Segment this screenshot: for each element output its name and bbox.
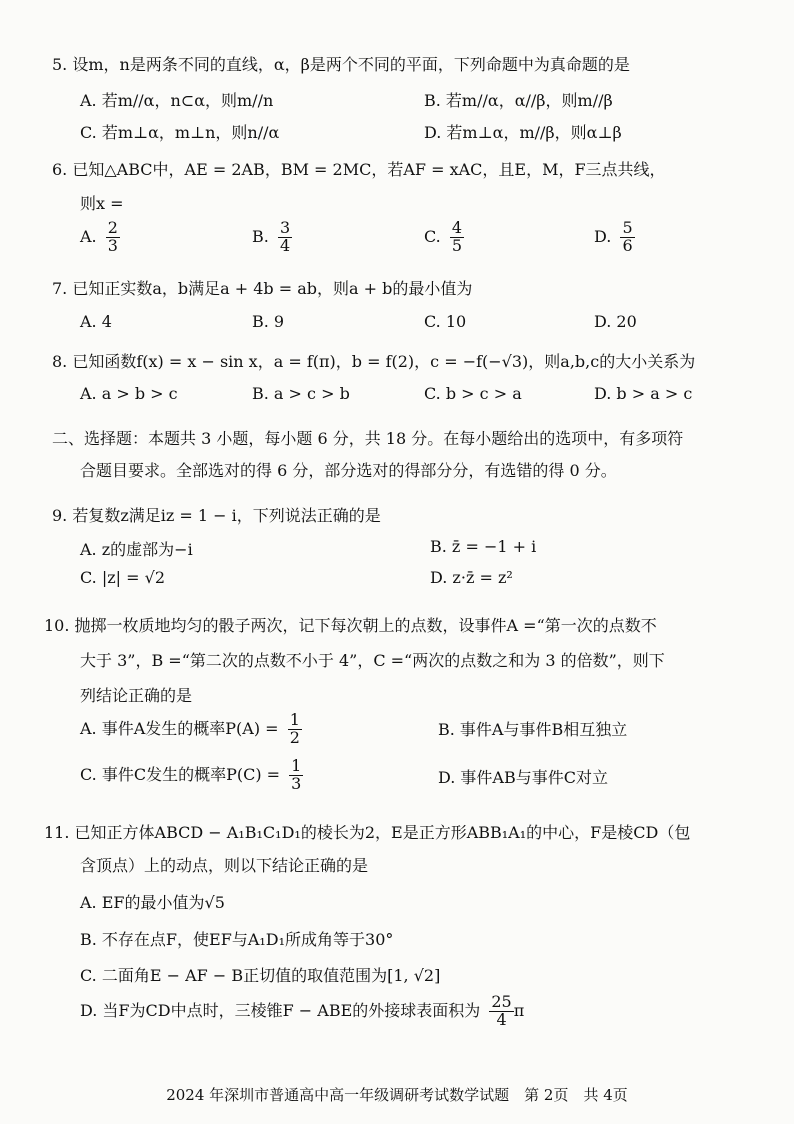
q11-stem-line2: 含顶点）上的动点，则以下结论正确的是 bbox=[80, 856, 369, 875]
q6-option-b bbox=[252, 220, 292, 255]
q9-option-b: B. z̄ = −1 + i bbox=[430, 537, 537, 556]
q6-option-d bbox=[594, 220, 635, 255]
q6-option-a bbox=[80, 220, 120, 255]
q6-option-c-label: C. bbox=[424, 226, 441, 246]
fraction-denominator: 4 bbox=[279, 235, 291, 255]
q11-stem: 11. 已知正方体ABCD − A₁B₁C₁D₁的棱长为2，E是正方形ABB₁A₁的中心，F是棱CD（包 bbox=[44, 823, 691, 842]
q5-option-a: A. 若m//α，n⊂α，则m//n bbox=[80, 91, 274, 110]
q11-option-a: A. EF的最小值为√5 bbox=[80, 893, 225, 912]
q11-option-d-tail: π bbox=[513, 1000, 525, 1020]
q11-option-d bbox=[80, 994, 524, 1029]
fraction-numerator: 5 bbox=[622, 218, 633, 237]
q10-option-a-fraction bbox=[288, 712, 302, 747]
q6-stem: 6. 已知△ABC中，AE = 2AB，BM = 2MC，若AF = xAC，且E，M，F三点共线， bbox=[52, 160, 666, 179]
section-2-instructions: 合题目要求。全部选对的得 6 分，部分选对的得部分分，有选错的得 0 分。 bbox=[80, 461, 617, 480]
q7-option-c: C. 10 bbox=[424, 312, 467, 331]
q8-stem: 8. 已知函数f(x) = x − sin x，a = f(π)，b = f(2)，c = −f(−√3)，则a,b,c的大小关系为 bbox=[52, 352, 696, 371]
fraction-numerator: 2 bbox=[107, 218, 118, 237]
fraction-denominator: 3 bbox=[107, 235, 118, 255]
fraction-denominator: 6 bbox=[622, 235, 633, 255]
q6-option-c bbox=[424, 220, 464, 255]
q10-stem-line3: 列结论正确的是 bbox=[80, 686, 193, 705]
q9-option-d: D. z·z̄ = z² bbox=[430, 568, 513, 587]
q8-option-b: B. a > c > b bbox=[252, 384, 350, 403]
q10-option-c bbox=[80, 758, 303, 793]
q10-stem-line2: 大于 3”，B =“第二次的点数不小于 4”，C =“两次的点数之和为 3 的倍数”，则下 bbox=[80, 651, 665, 670]
q11-option-d-fraction bbox=[489, 994, 513, 1029]
q8-option-a: A. a > b > c bbox=[80, 384, 178, 403]
fraction-denominator: 5 bbox=[451, 235, 463, 255]
q8-option-d: D. b > a > c bbox=[594, 384, 693, 403]
q10-option-c-fraction bbox=[289, 758, 303, 793]
q10-option-a bbox=[80, 712, 302, 747]
fraction-numerator: 3 bbox=[279, 218, 291, 237]
fraction-denominator: 4 bbox=[496, 1009, 507, 1029]
fraction-numerator: 4 bbox=[451, 218, 463, 237]
fraction-denominator: 2 bbox=[289, 727, 300, 747]
q10-option-a-text: A. 事件A发生的概率P(A) = bbox=[80, 718, 279, 738]
q6-option-d-fraction bbox=[620, 220, 634, 255]
fraction-denominator: 3 bbox=[291, 773, 302, 793]
q7-option-a: A. 4 bbox=[80, 312, 112, 331]
q10-option-d: D. 事件AB与事件C对立 bbox=[438, 768, 608, 787]
q6-option-a-fraction bbox=[106, 220, 120, 255]
q9-option-a: A. z的虚部为−i bbox=[80, 540, 193, 559]
q6-option-a-label: A. bbox=[80, 226, 97, 246]
q6-option-d-label: D. bbox=[594, 226, 612, 246]
q5-stem: 5. 设m，n是两条不同的直线，α，β是两个不同的平面，下列命题中为真命题的是 bbox=[52, 55, 630, 74]
q6-option-c-fraction bbox=[450, 220, 464, 255]
section-2-heading: 二、选择题：本题共 3 小题，每小题 6 分，共 18 分。在每小题给出的选项中，有多项符 bbox=[52, 429, 684, 448]
fraction-numerator: 1 bbox=[291, 756, 302, 775]
q10-option-c-text: C. 事件C发生的概率P(C) = bbox=[80, 764, 281, 784]
q5-option-b: B. 若m//α，α//β，则m//β bbox=[424, 91, 613, 110]
q7-option-d: D. 20 bbox=[594, 312, 637, 331]
q11-option-d-text: D. 当F为CD中点时，三棱锥F − ABE的外接球表面积为 bbox=[80, 1000, 481, 1020]
q10-option-b: B. 事件A与事件B相互独立 bbox=[438, 720, 628, 739]
q10-stem: 10. 抛掷一枚质地均匀的骰子两次，记下每次朝上的点数，设事件A =“第一次的点数不 bbox=[44, 616, 657, 635]
q9-stem: 9. 若复数z满足iz = 1 − i，下列说法正确的是 bbox=[52, 506, 381, 525]
q5-option-d: D. 若m⊥α，m//β，则α⊥β bbox=[424, 123, 622, 142]
q11-option-b: B. 不存在点F，使EF与A₁D₁所成角等于30° bbox=[80, 930, 394, 949]
q8-option-c: C. b > c > a bbox=[424, 384, 522, 403]
q6-stem-cont: 则x = bbox=[80, 194, 124, 213]
q9-option-c: C. |z| = √2 bbox=[80, 568, 166, 587]
q6-option-b-label: B. bbox=[252, 226, 269, 246]
q6-option-b-fraction bbox=[278, 220, 292, 255]
q5-option-c: C. 若m⊥α，m⊥n，则n//α bbox=[80, 123, 280, 142]
page-footer: 2024 年深圳市普通高中高一年级调研考试数学试题 第 2页 共 4页 bbox=[166, 1086, 628, 1104]
q11-option-c: C. 二面角E − AF − B正切值的取值范围为[1, √2] bbox=[80, 966, 441, 985]
fraction-numerator: 1 bbox=[289, 710, 300, 729]
q7-stem: 7. 已知正实数a，b满足a + 4b = ab，则a + b的最小值为 bbox=[52, 279, 473, 298]
fraction-numerator: 25 bbox=[491, 992, 512, 1011]
q7-option-b: B. 9 bbox=[252, 312, 285, 331]
